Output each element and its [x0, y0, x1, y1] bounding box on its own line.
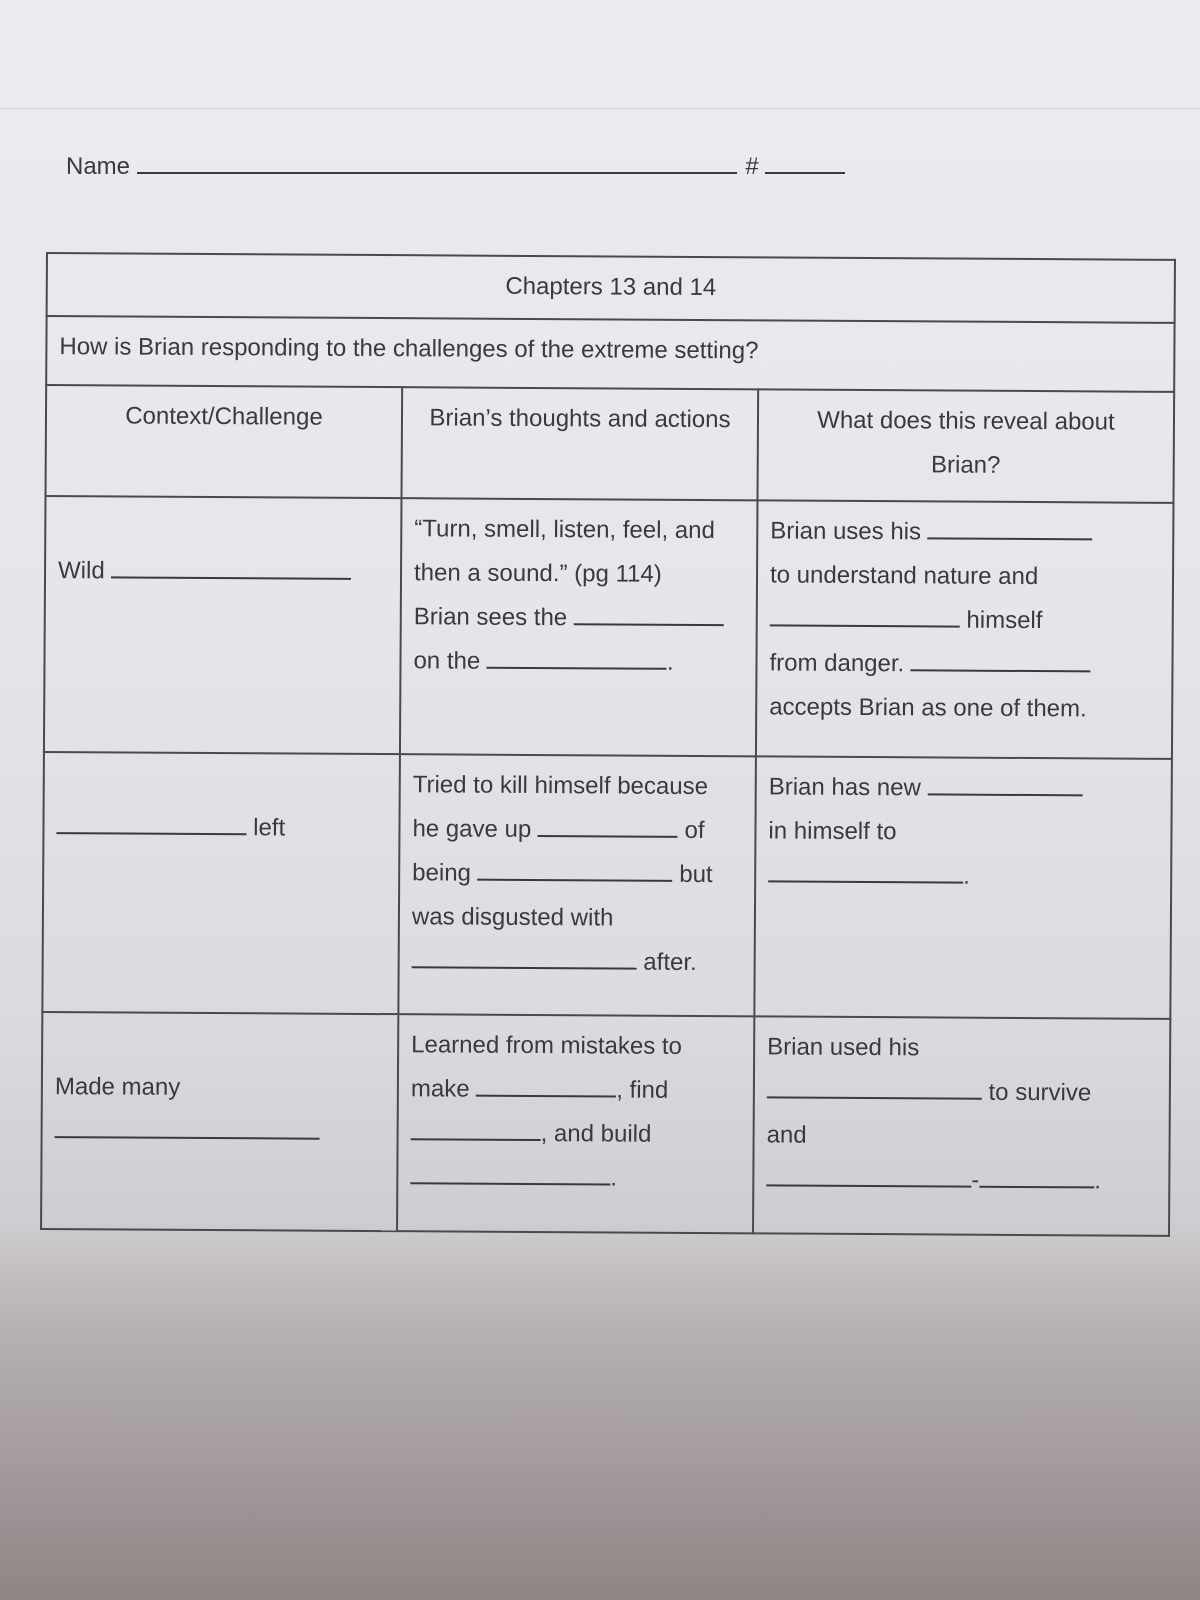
answer-blank[interactable] [768, 861, 963, 884]
column-header-context: Context/Challenge [46, 385, 403, 499]
row2-reveal [754, 756, 1172, 1018]
name-blank[interactable] [137, 150, 737, 174]
name-field[interactable] [66, 150, 845, 181]
answer-blank[interactable] [766, 1164, 971, 1187]
row1-thoughts-line1: “Turn, smell, listen, feel, and [414, 515, 715, 545]
worksheet-table [40, 252, 1176, 1237]
column-header-reveal-line2: Brian? [930, 451, 1001, 479]
row2-thoughts-line4: was disgusted with [411, 903, 614, 932]
row3-thoughts-make: make [410, 1075, 470, 1103]
row2-reveal-line2: in himself to [768, 817, 897, 846]
row1-thoughts-line2: then a sound.” (pg 114) [413, 559, 662, 589]
answer-blank[interactable] [111, 557, 351, 580]
answer-blank[interactable] [538, 815, 678, 838]
answer-blank[interactable] [56, 812, 246, 835]
hyphen: - [971, 1166, 980, 1194]
number-blank[interactable] [765, 150, 845, 174]
row1-reveal-line5: accepts Brian as one of them. [769, 693, 1087, 723]
row2-thoughts-line2: he gave up [412, 815, 532, 844]
row3-thoughts-build: , and build [540, 1119, 652, 1148]
row1-context-label: Wild [57, 557, 105, 585]
row1-reveal-line3: himself [966, 607, 1043, 635]
answer-blank[interactable] [928, 518, 1093, 541]
row2-thoughts-but: but [679, 861, 713, 889]
answer-blank[interactable] [767, 1076, 982, 1099]
answer-blank[interactable] [487, 647, 667, 670]
row2-thoughts-line3: being [412, 859, 472, 887]
period: . [666, 649, 674, 677]
table-title: Chapters 13 and 14 [47, 253, 1175, 323]
name-label: Name [66, 153, 131, 180]
column-header-reveal [757, 389, 1174, 503]
row3-thoughts-line1: Learned from mistakes to [411, 1031, 683, 1060]
row1-reveal [756, 501, 1174, 759]
row3-context-label: Made many [54, 1072, 181, 1101]
row2-context-label: left [253, 814, 286, 842]
row1-thoughts [400, 499, 758, 757]
table-question: How is Brian responding to the challenges of the extreme setting? [46, 316, 1174, 392]
row2-thoughts-after: after. [643, 948, 697, 977]
row3-thoughts [397, 1014, 754, 1233]
row2-context [42, 752, 400, 1014]
answer-blank[interactable] [476, 1074, 616, 1097]
answer-blank[interactable] [55, 1116, 320, 1140]
row3-context [41, 1012, 398, 1231]
row3-reveal-survive: to survive [988, 1078, 1092, 1107]
row1-context [44, 496, 402, 754]
answer-blank[interactable] [574, 604, 724, 627]
row2-reveal-line1: Brian has new [768, 773, 921, 802]
row1-thoughts-line4: on the [413, 647, 481, 676]
answer-blank[interactable] [911, 650, 1091, 673]
row1-reveal-line1: Brian uses his [770, 517, 922, 546]
number-label: # [745, 153, 759, 180]
row1-reveal-line4: from danger. [769, 649, 905, 678]
answer-blank[interactable] [478, 859, 673, 882]
answer-blank[interactable] [412, 946, 637, 969]
answer-blank[interactable] [770, 605, 960, 628]
row1-reveal-line2: to understand nature and [769, 561, 1039, 591]
answer-blank[interactable] [979, 1166, 1094, 1189]
row3-reveal-line1: Brian used his [767, 1033, 920, 1062]
row2-thoughts [398, 754, 756, 1016]
paper-edge [0, 108, 1200, 109]
row3-reveal [753, 1016, 1170, 1236]
row2-thoughts-of: of [684, 817, 705, 845]
answer-blank[interactable] [411, 1118, 541, 1141]
row2-thoughts-line1: Tried to kill himself because [412, 771, 709, 801]
period: . [1094, 1167, 1102, 1195]
column-header-thoughts: Brian’s thoughts and actions [401, 387, 758, 501]
period: . [610, 1164, 618, 1192]
column-header-reveal-line1: What does this reveal about [817, 406, 1115, 436]
row3-reveal-and: and [766, 1121, 807, 1149]
answer-blank[interactable] [927, 774, 1082, 797]
row1-thoughts-line3: Brian sees the [413, 603, 568, 632]
row3-thoughts-find: , find [616, 1076, 669, 1104]
answer-blank[interactable] [410, 1162, 610, 1185]
period: . [963, 862, 970, 890]
